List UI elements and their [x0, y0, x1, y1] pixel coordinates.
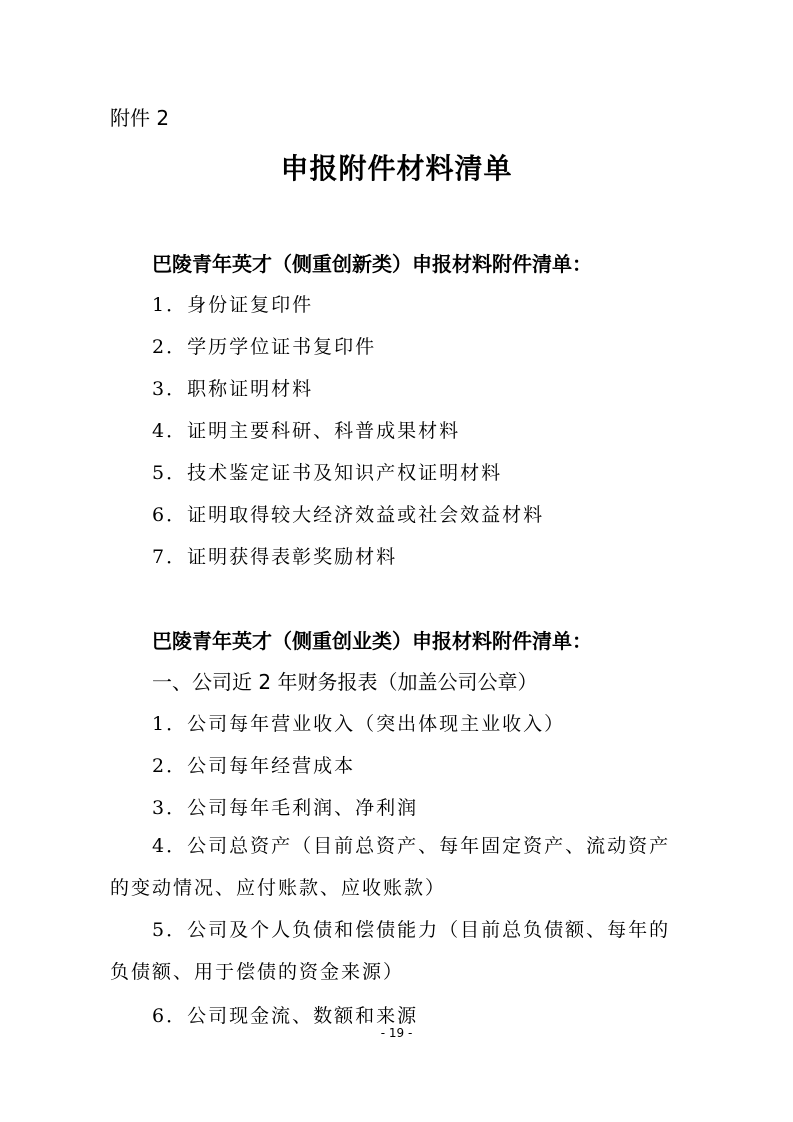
- financial-statements-subheading: 一、公司近 2 年财务报表（加盖公司公章）: [152, 670, 538, 694]
- document-title: 申报附件材料清单: [280, 152, 513, 185]
- innovation-list-item: 6．证明取得较大经济效益或社会效益材料: [152, 504, 545, 526]
- entrepreneurship-list-item: 5．公司及个人负债和偿债能力（目前总负债额、每年的负债额、用于偿债的资金来源）: [110, 919, 671, 983]
- entrepreneurship-list-item: 6．公司现金流、数额和来源: [152, 1005, 419, 1027]
- innovation-list-item: 4．证明主要科研、科普成果材料: [152, 420, 461, 442]
- innovation-list-item: 5．技术鉴定证书及知识产权证明材料: [152, 462, 503, 484]
- entrepreneurship-list-item: 2．公司每年经营成本: [152, 755, 356, 777]
- annex-label: 附件 2: [110, 106, 170, 130]
- entrepreneurship-section-heading: 巴陵青年英才（侧重创业类）申报材料附件清单：: [152, 629, 592, 653]
- entrepreneurship-list-item: 4．公司总资产（目前总资产、每年固定资产、流动资产的变动情况、应付账款、应收账款）: [110, 835, 671, 899]
- innovation-list-item: 2．学历学位证书复印件: [152, 336, 377, 358]
- innovation-list-item: 3．职称证明材料: [152, 378, 314, 400]
- innovation-list-item: 1．身份证复印件: [152, 294, 314, 316]
- innovation-list-item: 7．证明获得表彰奖励材料: [152, 546, 398, 568]
- entrepreneurship-list-item: 3．公司每年毛利润、净利润: [152, 797, 419, 819]
- entrepreneurship-list-item: 1．公司每年营业收入（突出体现主业收入）: [152, 713, 566, 735]
- innovation-section-heading: 巴陵青年英才（侧重创新类）申报材料附件清单：: [152, 252, 592, 276]
- page-number: - 19 -: [380, 1026, 413, 1040]
